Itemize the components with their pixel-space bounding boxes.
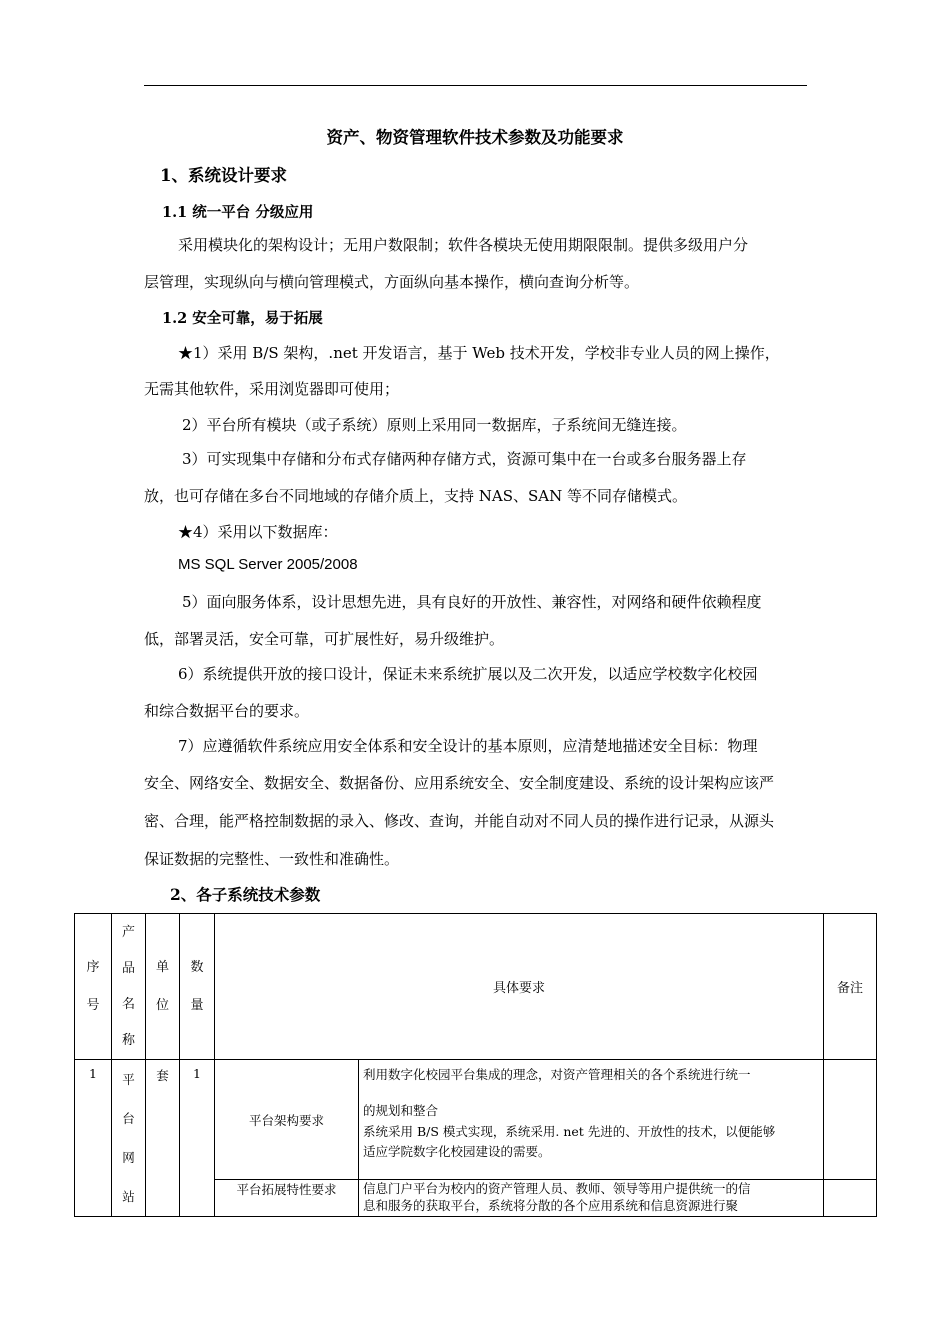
paragraph-1-1-line-2: 层管理，实现纵向与横向管理模式，方面纵向基本操作，横向查询分析等。 bbox=[144, 273, 640, 291]
item-1-line-2: 无需其他软件，采用浏览器即可使用； bbox=[144, 380, 400, 398]
table-row bbox=[75, 1060, 877, 1180]
item-5-line-2: 低，部署灵活，安全可靠，可扩展性好，易升级维护。 bbox=[144, 630, 505, 648]
row-seq: 1 bbox=[75, 1060, 112, 1217]
item-7-line-2: 安全、网络安全、数据安全、数据备份、应用系统安全、安全制度建设、系统的设计架构应该严 bbox=[144, 774, 775, 792]
header-note: 备注 bbox=[824, 914, 877, 1060]
item-1-line-1: ★1）采用 B/S 架构，.net 开发语言，基于 Web 技术开发，学校非专业人员的网上操作， bbox=[178, 344, 780, 362]
item-5-line-1: 5）面向服务体系，设计思想先进，具有良好的开放性、兼容性，对网络和硬件依赖程度 bbox=[182, 593, 762, 611]
document-title: 资产、物资管理软件技术参数及功能要求 bbox=[326, 128, 624, 147]
sub-item-architecture-desc: 利用数字化校园平台集成的理念，对资产管理相关的各个系统进行统一 的规划和整合 系统采用 B/S 模式实现，系统采用. net 先进的、开放性的技术，以便能够 适应学院数字化校园建设的需要。 bbox=[359, 1060, 824, 1180]
item-7-line-1: 7）应遵循软件系统应用安全体系和安全设计的基本原则，应清楚地描述安全目标：物理 bbox=[178, 737, 758, 755]
sub-item-architecture-name: 平台架构要求 bbox=[215, 1060, 359, 1180]
header-rule bbox=[144, 85, 807, 86]
row-unit: 套 bbox=[146, 1060, 180, 1217]
item-3-line-1: 3）可实现集中存储和分布式存储两种存储方式，资源可集中在一台或多台服务器上存 bbox=[182, 450, 747, 468]
paragraph-1-1-line-1: 采用模块化的架构设计；无用户数限制；软件各模块无使用期限限制。提供多级用户分 bbox=[178, 236, 749, 254]
item-6-line-2: 和综合数据平台的要求。 bbox=[144, 702, 310, 720]
sub-item-extension-desc: 信息门户平台为校内的资产管理人员、教师、领导等用户提供统一的信 息和服务的获取平台，系统将分散的各个应用系统和信息资源进行聚 bbox=[359, 1180, 824, 1217]
item-3-line-2: 放，也可存储在多台不同地域的存储介质上，支持 NAS、SAN 等不同存储模式。 bbox=[144, 487, 688, 505]
row-product: 平 台 网 站 bbox=[112, 1060, 146, 1217]
header-qty: 数 量 bbox=[180, 914, 215, 1060]
table-header-row bbox=[75, 914, 877, 1060]
item-7-line-3: 密、合理，能严格控制数据的录入、修改、查询，并能自动对不同人员的操作进行记录，从源头 bbox=[144, 812, 775, 830]
item-7-line-4: 保证数据的完整性、一致性和准确性。 bbox=[144, 850, 400, 868]
item-2-line-1: 2）平台所有模块（或子系统）原则上采用同一数据库，子系统间无缝连接。 bbox=[182, 416, 687, 434]
section-1-2-heading: 1.2 安全可靠，易于拓展 bbox=[162, 310, 323, 327]
item-4-database-line: MS SQL Server 2005/2008 bbox=[178, 556, 358, 573]
section-2-heading: 2、各子系统技术参数 bbox=[170, 885, 321, 904]
header-product: 产 品 名 称 bbox=[112, 914, 146, 1060]
row-note bbox=[824, 1060, 877, 1180]
item-4-line-1: ★4）采用以下数据库： bbox=[178, 523, 338, 541]
section-1-1-heading: 1.1 统一平台 分级应用 bbox=[162, 204, 314, 221]
sub-item-extension-name: 平台拓展特性要求 bbox=[215, 1180, 359, 1217]
header-unit: 单 位 bbox=[146, 914, 180, 1060]
spec-table bbox=[74, 913, 877, 1217]
section-1-heading: 1、系统设计要求 bbox=[160, 166, 287, 185]
header-seq: 序 号 bbox=[75, 914, 112, 1060]
row-note-2 bbox=[824, 1180, 877, 1217]
row-qty: 1 bbox=[180, 1060, 215, 1217]
header-requirements: 具体要求 bbox=[215, 914, 824, 1060]
item-6-line-1: 6）系统提供开放的接口设计，保证未来系统扩展以及二次开发，以适应学校数字化校园 bbox=[178, 665, 758, 683]
